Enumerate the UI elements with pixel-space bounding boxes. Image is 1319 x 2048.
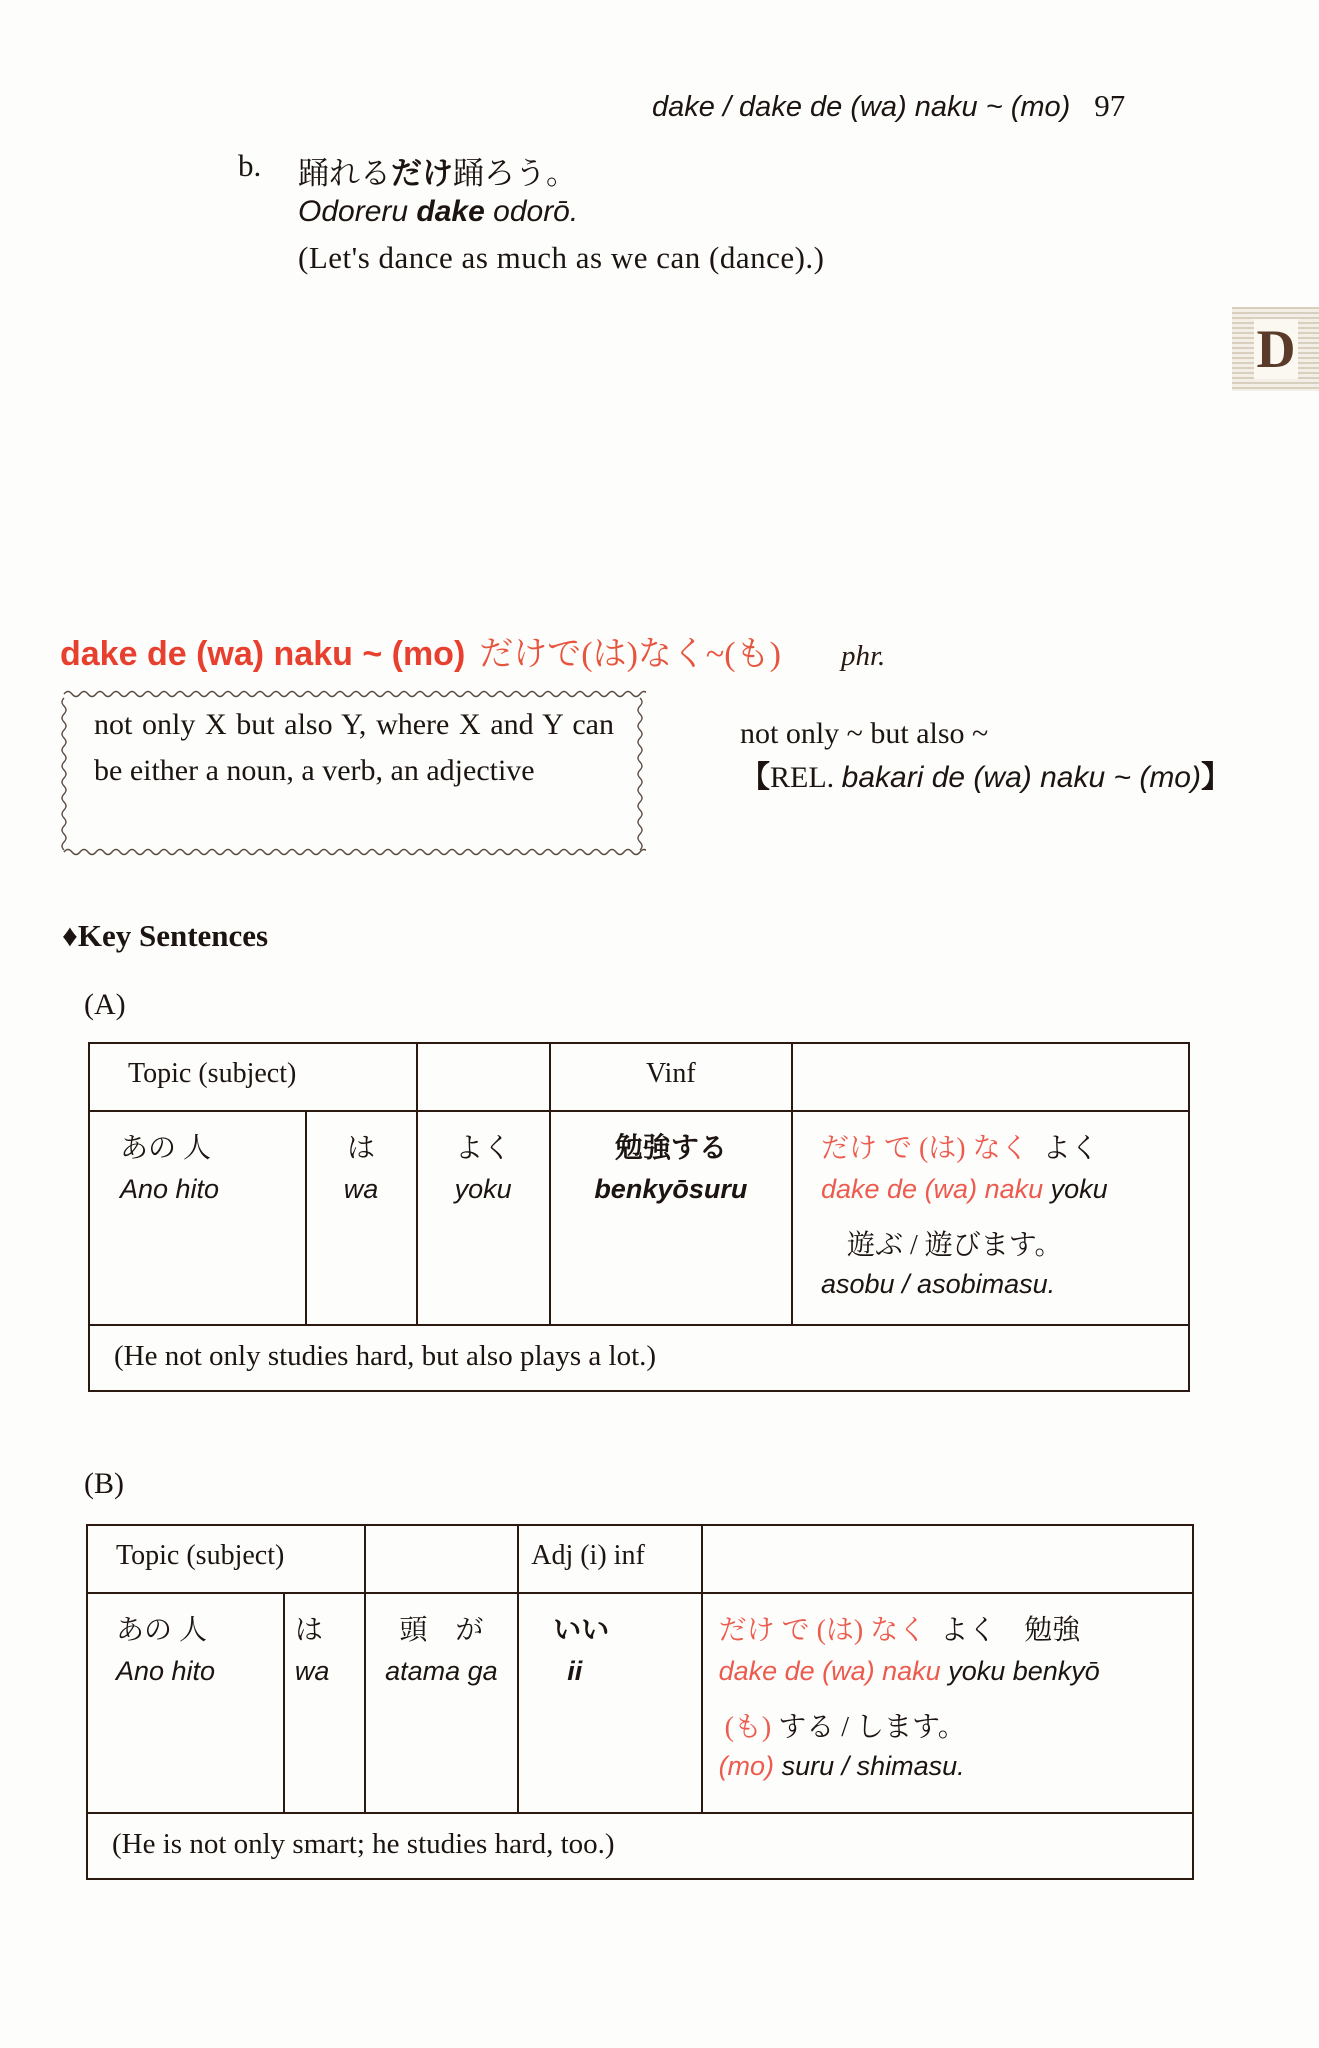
cell-adverb	[417, 1111, 550, 1325]
rel-label: REL.	[770, 761, 835, 794]
adjective-romaji: ii	[567, 1656, 583, 1686]
cont-rom-2: asobu / asobimasu.	[820, 1269, 1056, 1299]
rel-bracket-close: 】	[1200, 761, 1231, 794]
header-blank	[417, 1043, 550, 1111]
gloss-block	[740, 712, 1231, 800]
example-label: b.	[238, 148, 262, 183]
cell-topic	[89, 1111, 306, 1325]
table-header-row	[87, 1525, 1193, 1593]
cont-rom-2: suru / shimasu.	[781, 1751, 965, 1781]
gloss: not only ~ but also ~	[740, 717, 989, 750]
rel-link[interactable]: bakari de (wa) naku ~ (mo)	[841, 761, 1201, 794]
topic-romaji: Ano hito	[120, 1174, 220, 1204]
cell-continuation	[702, 1593, 1193, 1813]
example-romaji	[298, 195, 578, 229]
cont-rom-1: yoku	[1050, 1174, 1108, 1204]
verb-romaji: benkyōsuru	[594, 1174, 748, 1204]
pattern-romaji: dake de (wa) naku	[820, 1174, 1044, 1204]
subject-romaji: atama ga	[385, 1656, 498, 1686]
example-japanese	[298, 148, 577, 193]
cell-continuation	[792, 1111, 1189, 1325]
cell-verb	[550, 1111, 792, 1325]
jp-post: 踊ろう。	[453, 156, 577, 191]
pattern-jp: だけ で (は) なく	[820, 1133, 1029, 1164]
header-blank	[365, 1525, 519, 1593]
translation-row	[87, 1813, 1193, 1879]
related-entry	[740, 756, 1231, 800]
header-blank-2	[792, 1043, 1189, 1111]
thumb-tab-letter: D	[1254, 319, 1298, 379]
entry-title	[60, 626, 885, 675]
rom-key: dake	[416, 195, 485, 228]
header-topic: Topic (subject)	[89, 1043, 417, 1111]
definition-text: not only X but also Y, where X and Y can be either a noun, a verb, an adjective	[94, 708, 614, 787]
running-title: dake / dake de (wa) naku ~ (mo)	[652, 91, 1071, 123]
header-topic: Topic (subject)	[87, 1525, 365, 1593]
part-of-speech: phr.	[840, 640, 886, 672]
topic-jp: あの 人	[116, 1615, 208, 1646]
header-blank-2	[702, 1525, 1193, 1593]
translation-row	[89, 1325, 1189, 1391]
cont-jp-1: よく 勉強	[940, 1615, 1081, 1646]
cell-subject	[365, 1593, 519, 1813]
jp-key: だけ	[391, 156, 453, 191]
cont-jp-2: する / します。	[778, 1712, 966, 1743]
subject-jp: 頭 が	[399, 1615, 484, 1646]
adjective-jp: いい	[553, 1615, 610, 1646]
section-a-label: (A)	[84, 988, 126, 1021]
definition-box	[60, 690, 646, 858]
cell-particle	[306, 1111, 417, 1325]
adverb-romaji: yoku	[454, 1174, 512, 1204]
cell-topic	[87, 1593, 284, 1813]
key-sentences-heading	[62, 918, 268, 954]
table-body-row	[87, 1593, 1193, 1813]
cont-rom-1: yoku benkyō	[948, 1656, 1100, 1686]
particle-jp: は	[347, 1133, 376, 1164]
cont-jp-2: 遊ぶ / 遊びます。	[846, 1230, 1063, 1261]
header-adj	[518, 1525, 701, 1593]
cont-jp-1: よく	[1042, 1133, 1099, 1164]
table-body-row	[89, 1111, 1189, 1325]
section-b-label: (B)	[84, 1467, 124, 1500]
verb-jp: 勉強する	[614, 1133, 727, 1164]
cell-adjective	[518, 1593, 701, 1813]
page-number: 97	[1094, 88, 1126, 123]
topic-romaji: Ano hito	[116, 1656, 216, 1686]
rom-pre: Odoreru	[298, 195, 409, 228]
rom-post: odorō.	[493, 195, 579, 228]
pattern-jp: だけ で (は) なく	[718, 1615, 927, 1646]
particle-romaji: wa	[343, 1174, 379, 1204]
table-header-row	[89, 1043, 1189, 1111]
heading-text: Key Sentences	[77, 918, 269, 953]
key-sentence-table-a	[88, 1042, 1190, 1392]
entry-title-japanese: だけで(は)なく~(も)	[479, 636, 781, 673]
cell-particle	[284, 1593, 365, 1813]
pattern-mo-jp: (も)	[724, 1712, 772, 1743]
diamond-bullet-icon: ♦	[62, 918, 78, 953]
translation: (He is not only smart; he studies hard, too.)	[87, 1813, 1193, 1879]
header-adj-text: Adj (i) inf	[531, 1540, 645, 1571]
key-sentence-table-b	[86, 1524, 1194, 1880]
particle-romaji: wa	[294, 1656, 330, 1686]
entry-title-romaji: dake de (wa) naku ~ (mo)	[60, 635, 466, 673]
jp-pre: 踊れる	[298, 156, 391, 191]
thumb-index-tab	[1232, 307, 1319, 391]
topic-jp: あの 人	[120, 1133, 212, 1164]
rel-bracket-open: 【	[740, 761, 770, 794]
translation: (He not only studies hard, but also plays a lot.)	[89, 1325, 1189, 1391]
pattern-mo-romaji: (mo)	[718, 1751, 775, 1781]
adverb-jp: よく	[455, 1133, 512, 1164]
pattern-romaji: dake de (wa) naku	[718, 1656, 941, 1686]
example-english: (Let's dance as much as we can (dance).)	[298, 240, 825, 275]
running-header	[652, 88, 1125, 124]
header-vinf: Vinf	[550, 1043, 792, 1111]
particle-jp: は	[294, 1615, 323, 1646]
